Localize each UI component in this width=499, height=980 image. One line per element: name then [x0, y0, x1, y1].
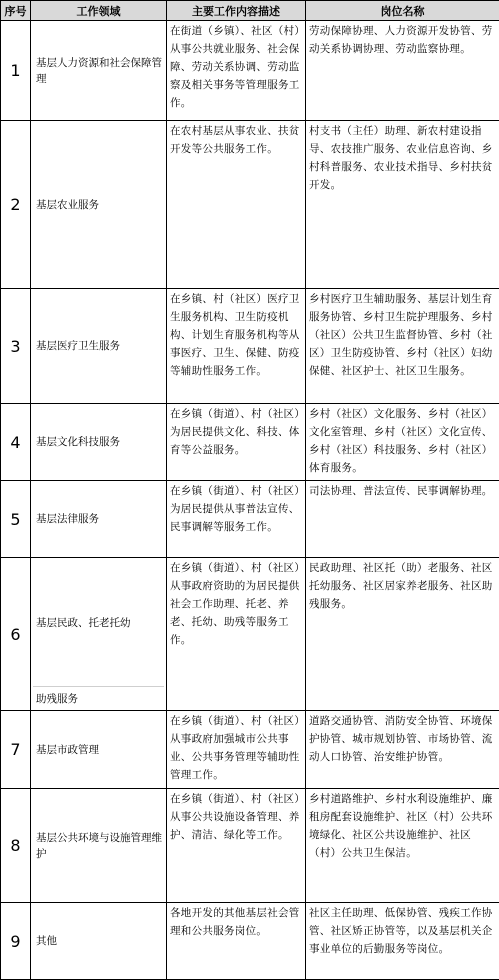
row-number: 4: [1, 404, 31, 481]
work-field: 基层医疗卫生服务: [31, 289, 167, 404]
work-description: 在乡镇（街道）、村（社区）从事公共设施设备管理、养护、清洁、绿化等工作。: [167, 789, 306, 903]
header-posts: 岗位名称: [306, 1, 499, 21]
header-desc: 主要工作内容描述: [167, 1, 306, 21]
work-field: 基层文化科技服务: [31, 404, 167, 481]
table-row: [1, 289, 499, 404]
post-names: 劳动保障协理、人力资源开发协管、劳动关系协调协理、劳动监察协理。: [306, 21, 499, 121]
work-description: 在乡镇（街道）、村（社区）为居民提供文化、科技、体育等公益服务。: [167, 404, 306, 481]
table-row: [1, 558, 499, 711]
work-field: 其他: [31, 903, 167, 980]
row-number: 8: [1, 789, 31, 903]
work-description: 各地开发的其他基层社会管理和公共服务岗位。: [167, 903, 306, 980]
work-field: 基层公共环境与设施管理维护: [31, 789, 167, 903]
row-number: 1: [1, 21, 31, 121]
table-row: [1, 121, 499, 289]
row-number: 9: [1, 903, 31, 980]
table-row: [1, 404, 499, 481]
work-field-line2: 助残服务: [36, 691, 78, 707]
work-field: 基层市政管理: [31, 711, 167, 789]
work-field: [31, 558, 167, 711]
post-names: 民政助理、社区托（助）老服务、社区托幼服务、社区居家养老服务、社区助残服务。: [306, 558, 499, 711]
post-names: 道路交通协管、消防安全协管、环境保护协管、城市规划协管、市场协管、流动人口协管、治安维护协管。: [306, 711, 499, 789]
header-row: [1, 1, 499, 21]
post-names: 司法协理、普法宣传、民事调解协理。: [306, 481, 499, 558]
work-field: 基层人力资源和社会保障管理: [31, 21, 167, 121]
header-num: 序号: [1, 1, 31, 21]
post-names: 乡村（社区）文化服务、乡村（社区）文化室管理、乡村（社区）文化宣传、乡村（社区）科技服务、乡村（社区）体育服务。: [306, 404, 499, 481]
work-field-line1: 基层民政、托老托幼: [36, 615, 131, 631]
cell-divider: [33, 686, 164, 687]
post-names: 乡村道路维护、乡村水利设施维护、廉租房配套设施维护、社区（村）公共环境绿化、社区公共设施维护、社区（村）公共卫生保洁。: [306, 789, 499, 903]
work-description: 在乡镇（街道）、村（社区）从事政府资助的为居民提供社会工作助理、托老、养老、托幼、助残等服务工作。: [167, 558, 306, 711]
row-number: 2: [1, 121, 31, 289]
row-number: 7: [1, 711, 31, 789]
work-description: 在街道（乡镇）、社区（村）从事公共就业服务、社会保障、劳动关系协调、劳动监察及相关事务等管理服务工作。: [167, 21, 306, 121]
work-description: 在乡镇、村（社区）医疗卫生服务机构、卫生防疫机构、计划生育服务机构等从事医疗、卫生、保健、防疫等辅助性服务工作。: [167, 289, 306, 404]
row-number: 6: [1, 558, 31, 711]
header-field: 工作领域: [31, 1, 167, 21]
row-number: 5: [1, 481, 31, 558]
table-row: [1, 21, 499, 121]
table-row: [1, 711, 499, 789]
work-description: 在农村基层从事农业、扶贫开发等公共服务工作。: [167, 121, 306, 289]
table-row: [1, 903, 499, 980]
post-names: 社区主任助理、低保协管、残疾工作协管、社区矫正协管等，以及基层机关企事业单位的后勤服务等岗位。: [306, 903, 499, 980]
post-names: 村支书（主任）助理、新农村建设指导、农技推广服务、农业信息咨询、乡村科普服务、农业技术指导、乡村扶贫开发。: [306, 121, 499, 289]
row-number: 3: [1, 289, 31, 404]
table-row: [1, 789, 499, 903]
post-names: 乡村医疗卫生辅助服务、基层计划生育服务协管、乡村卫生院护理服务、乡村（社区）公共卫生监督协管、乡村（社区）卫生防疫协管、乡村（社区）妇幼保健、社区护士、社区卫生服务。: [306, 289, 499, 404]
work-field: 基层法律服务: [31, 481, 167, 558]
work-field: 基层农业服务: [31, 121, 167, 289]
table-row: [1, 481, 499, 558]
work-description: 在乡镇（街道）、村（社区）为居民提供从事普法宣传、民事调解等服务工作。: [167, 481, 306, 558]
work-description: 在乡镇（街道）、村（社区）从事政府加强城市公共事业、公共事务管理等辅助性管理工作。: [167, 711, 306, 789]
